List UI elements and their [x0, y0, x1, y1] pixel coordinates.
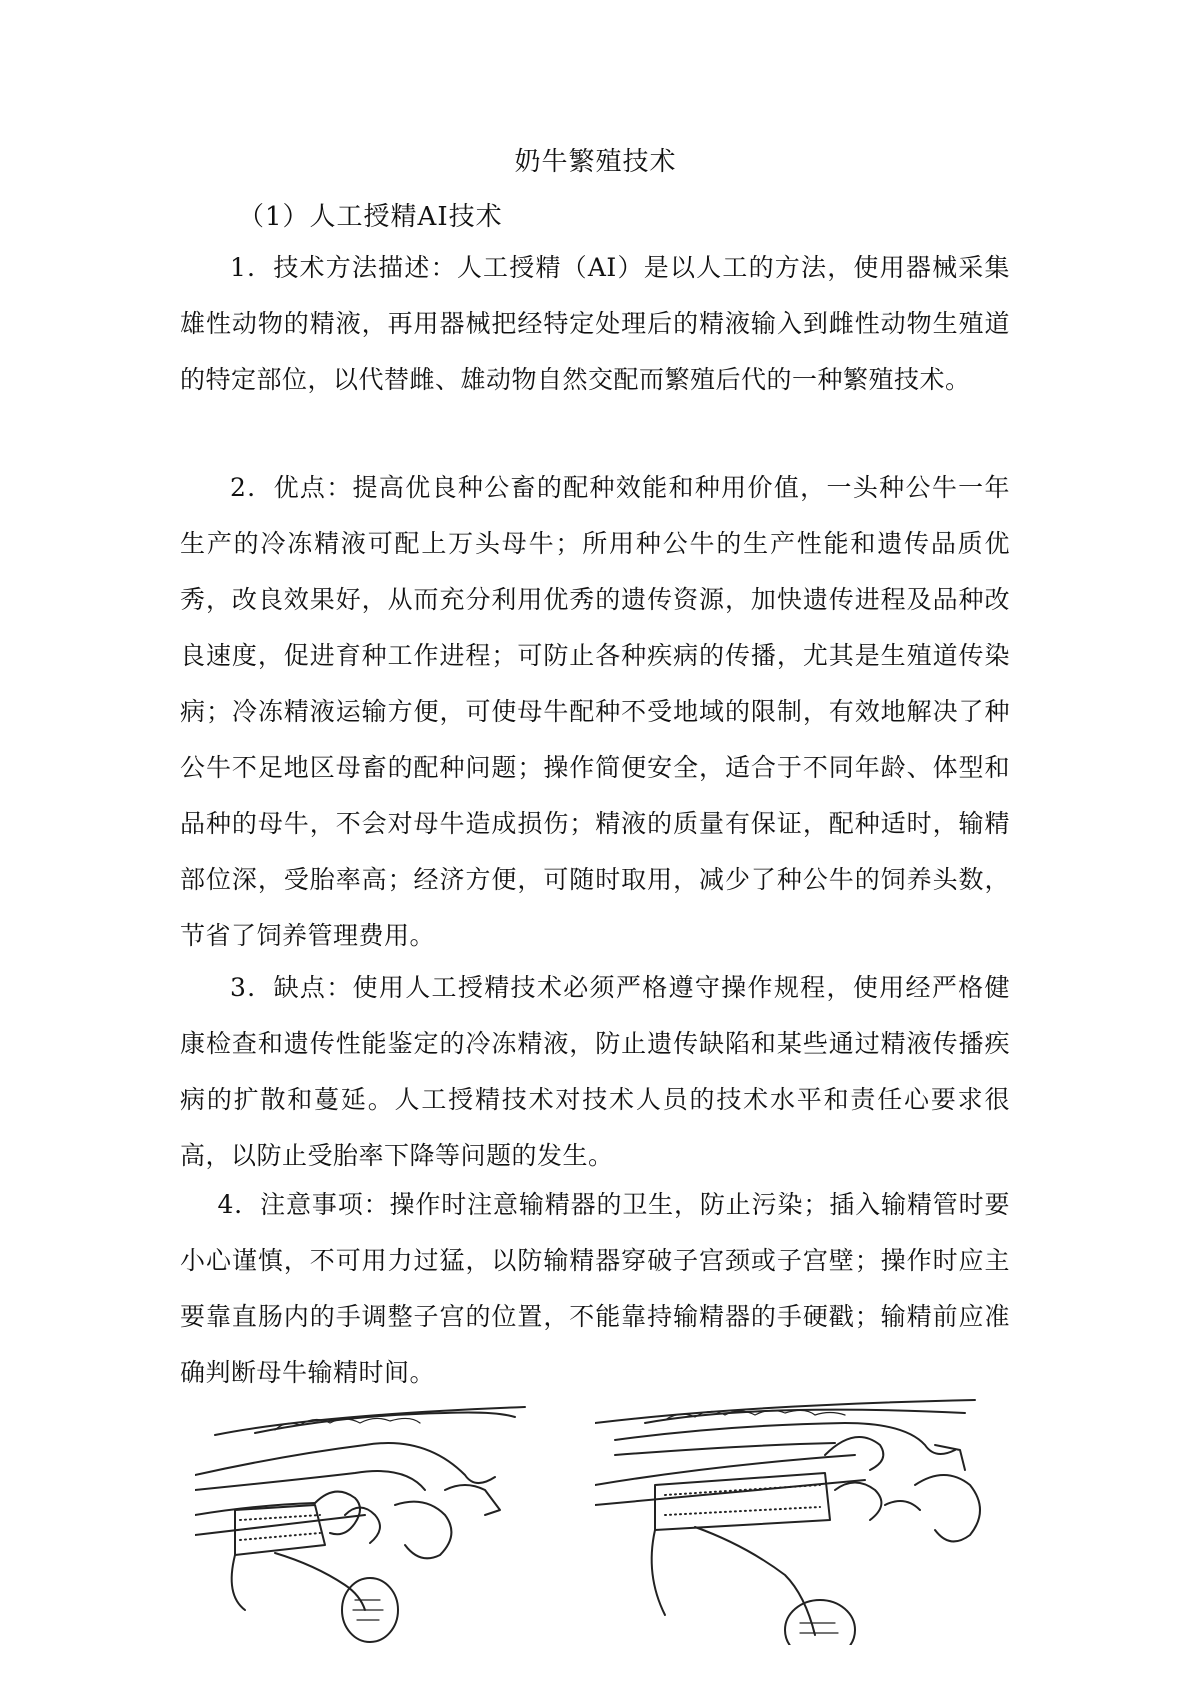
paragraph-advantages: 2．优点：提高优良种公畜的配种效能和种用价值，一头种公牛一年生产的冷冻精液可配上万头母牛；所用种公牛的生产性能和遗传品质优秀，改良效果好，从而充分利用优秀的遗传资源，加快遗传进程及品种改良速度，促进育种工作进程；可防止各种疾病的传播，尤其是生殖道传染病；冷冻精液运输方便，可使母牛配种不受地域的限制，有效地解决了种公牛不足地区母畜的配种问题；操作简便安全，适合于不同年龄、体型和品种的母牛，不会对母牛造成损伤；精液的质量有保证，配种适时，输精部位深，受胎率高；经济方便，可随时取用，减少了种公牛的饲养头数，节省了饲养管理费用。: [180, 473, 1010, 950]
section-heading: （1）人工授精AI技术: [238, 202, 503, 232]
document-title: 奶牛繁殖技术: [514, 147, 677, 177]
illustrations: [195, 1395, 1015, 1655]
paragraph-method: 1．技术方法描述：人工授精（AI）是以人工的方法，使用器械采集雄性动物的精液，再用器械把经特定处理后的精液输入到雌性动物生殖道的特定部位，以代替雌、雄动物自然交配而繁殖后代的一种繁殖技术。: [180, 253, 1010, 394]
paragraph-disadvantages: 3．缺点：使用人工授精技术必须严格遵守操作规程，使用经严格健康检查和遗传性能鉴定的冷冻精液，防止遗传缺陷和某些通过精液传播疾病的扩散和蔓延。人工授精技术对技术人员的技术水平和责任心要求很高，以防止受胎率下降等问题的发生。: [180, 973, 1010, 1170]
insemination-illustration-right: [595, 1395, 1015, 1645]
insemination-illustration-left: [195, 1395, 575, 1645]
paragraph-precautions: 4．注意事项：操作时注意输精器的卫生，防止污染；插入输精管时要小心谨慎，不可用力过猛，以防输精器穿破子宫颈或子宫壁；操作时应主要靠直肠内的手调整子宫的位置，不能靠持输精器的手硬戳；输精前应准确判断母牛输精时间。: [180, 1190, 1010, 1387]
